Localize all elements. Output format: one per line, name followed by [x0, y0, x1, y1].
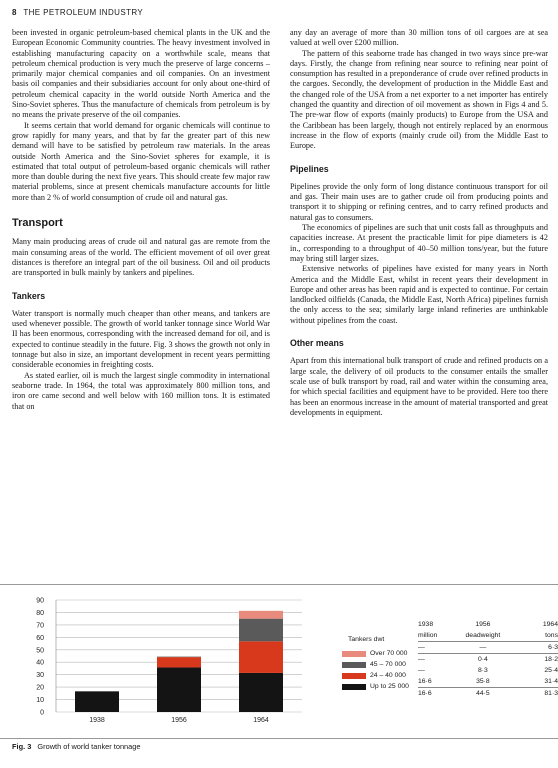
left-column — [12, 28, 270, 412]
table-cell: 31·4 — [544, 678, 558, 685]
table-cell: — — [452, 642, 513, 654]
y-tick-label: 70 — [36, 622, 44, 630]
paragraph: Water transport is normally much cheaper than other means, and tankers are used whenever possible. The growth of world tanker tonnage since World War II has been enormous, corresponding with the increased demand for oil, and is expected to continue steadily in the future. Fig. 3 shows the growth not only in tonnage but also in size, an important development in recent years permitting considerable economies in freighting costs. — [12, 308, 270, 370]
table-unit: deadweight — [452, 630, 513, 642]
table-cell: — — [418, 642, 452, 654]
table-cell: — — [418, 656, 425, 663]
paragraph: been invested in organic petroleum-based chemical plants in the UK and the European Economic Community countries. The heavy investment involved in establishing manufacturing capacity on a worthwhile scale, means that petroleum chemical production is very much the preserve of large concerns – primarily major chemical companies and oil companies. On an investment basis oil companies and their subsidiaries account for only about one-third of petroleum chemical capacity in the world outside North America and the Sino-Soviet spheres. Thus the manufacture of chemicals from petroleum is by no means the private preserve of the oil companies. — [12, 28, 270, 120]
x-tick-label: 1956 — [171, 717, 187, 724]
table-cell: 16·6 — [418, 688, 452, 700]
table-row — [418, 665, 558, 676]
paragraph: It seems certain that world demand for organic chemicals will continue to grow rapidly for many years, and that by far the greater part of this new demand will have to be satisfied by petroleum raw materials. In the areas outside North America and the Sino-Soviet spheres for example, it is estimated that total output of petroleum-based organic chemicals will rather more than double during the next five years. This should create few major raw material problems, since at present chemicals manufacture accounts for little more than 2 % of world consumption of crude oil and natural gas. — [12, 120, 270, 202]
y-tick-label: 10 — [36, 697, 44, 705]
running-title: THE PETROLEUM INDUSTRY — [23, 8, 144, 17]
table-cell: 16·6 — [418, 678, 432, 685]
paragraph: Many main producing areas of crude oil and natural gas are remote from the main consuming areas of the world. The efficient movement of oil over great distances is therefore an integral part of the oil business. Oil and oil products are transported in bulk mainly by tankers and pipelines. — [12, 237, 270, 278]
bar-segment — [239, 619, 283, 642]
bar-segment — [239, 641, 283, 673]
legend-swatch — [342, 673, 366, 679]
tanker-chart — [12, 588, 312, 728]
table-unit: million — [418, 630, 452, 642]
paragraph: Extensive networks of pipelines have existed for many years in North America and the Middle East, whilst in recent years their development in Europe and other areas has been rapid and is expected to continue. For certain landlocked oilfields (Canada, the Middle East, North Africa) pipelines furnish the only access to the sea; similarly large inland refineries are unthinkable without pipelines from the coast. — [290, 264, 548, 325]
legend-label: 45 – 70 000 — [370, 661, 406, 668]
table-row — [418, 676, 558, 688]
y-tick-label: 20 — [36, 684, 44, 692]
legend-swatch — [342, 651, 366, 657]
y-tick-label: 60 — [36, 634, 44, 642]
subsection-heading: Pipelines — [290, 163, 329, 174]
paragraph: Pipelines provide the only form of long distance continuous transport for oil and gas. Their main uses are to gather crude oil from producing points and transport it to shipping or refining centres, and to carry refined products and natural gas to consumers. — [290, 181, 548, 222]
paragraph: any day an average of more than 30 million tons of oil cargoes are at sea valued at well over £200 million. — [290, 28, 548, 48]
paragraph: The pattern of this seaborne trade has changed in two ways since pre-war days. Firstly, the change from refining near source to refining near point of consumption has resulted in a preponderance of crude over refined products in the cargoes. Secondly, the development of production in the Middle East and the changed role of the USA from a net exporter to a net importer has entirely changed the quantity and direction of oil movement as shown in Figs 4 and 5. The pre-war flow of exports (mainly products) to Europe from the USA and the Caribbean has been largely, though not entirely replaced by an enormous increase in the flow of exports (mainly crude oil) from the Middle East to Europe. — [290, 48, 548, 151]
subsection-heading: Tankers — [12, 290, 46, 301]
table-cell: 44·5 — [452, 688, 513, 700]
table-cell: 25·4 — [544, 667, 558, 674]
x-tick-label: 1964 — [253, 717, 269, 724]
page-number: 8 — [12, 8, 17, 17]
figure-caption-text: Growth of world tanker tonnage — [37, 742, 141, 751]
legend-item — [342, 681, 409, 692]
figure-top-rule — [0, 584, 558, 585]
y-tick-label: 40 — [36, 659, 44, 667]
legend-label: Up to 25 000 — [370, 683, 409, 690]
bar-segment — [239, 611, 283, 619]
table-cell: — — [418, 667, 425, 674]
y-tick-label: 50 — [36, 647, 44, 655]
right-column — [290, 28, 548, 418]
table-cell: 35·8 — [476, 678, 490, 685]
paragraph: Apart from this international bulk transport of crude and refined products on a large scale, the delivery of oil products to the consumer entails the smaller scale use of bulk transport by road, rail and water within the consuming area, for which special facilities and equipment have to be provided. Here too there has been an enormous increase in the amount of material transported and great developments in equipment. — [290, 356, 548, 417]
bar-segment — [75, 691, 119, 712]
legend-item — [342, 648, 409, 659]
figure-3 — [12, 588, 558, 738]
legend-swatch — [342, 684, 366, 690]
table-cell: 6·3 — [513, 642, 558, 654]
table-total-row — [418, 688, 558, 700]
section-heading: Transport — [12, 217, 63, 230]
y-tick-label: 80 — [36, 609, 44, 617]
table-cell: 81·3 — [513, 688, 558, 700]
legend-label: Over 70 000 — [370, 650, 408, 657]
table-unit-row — [418, 630, 558, 642]
figure-bottom-rule — [0, 738, 558, 739]
table-year: 1956 — [475, 620, 491, 628]
paragraph: As stated earlier, oil is much the largest single commodity in international seaborne trade. In 1964, the total was approximately 800 million tons, and iron ore came second and well below with 160 million tons. It is estimated that on — [12, 370, 270, 411]
bar-segment — [157, 657, 201, 667]
table-cell: 0·4 — [478, 656, 488, 663]
y-tick-label: 0 — [40, 709, 44, 717]
figure-caption — [12, 742, 141, 751]
table-unit: tons — [513, 630, 558, 642]
table-cell: 18·2 — [544, 656, 558, 663]
table-years-row — [418, 618, 558, 630]
subsection-heading: Other means — [290, 338, 344, 349]
legend-title: Tankers dwt — [348, 636, 385, 643]
chart-legend — [342, 636, 409, 692]
table-year: 1938 — [418, 620, 434, 628]
figure-label: Fig. 3 — [12, 742, 32, 751]
tonnage-table — [418, 618, 558, 699]
legend-label: 24 – 40 000 — [370, 672, 406, 679]
legend-item — [342, 670, 409, 681]
bar-segment — [239, 673, 283, 712]
table-row — [418, 642, 558, 654]
paragraph: The economics of pipelines are such that unit costs fall as throughputs and capacities increase. At present the practicable limit for pipe diameters is 42 in., corresponding to a throughput of 40–50 million tons/year, but the future may bring still larger sizes. — [290, 223, 548, 263]
legend-item — [342, 659, 409, 670]
y-tick-label: 90 — [36, 597, 44, 605]
legend-swatch — [342, 662, 366, 668]
table-cell: 8·3 — [478, 667, 488, 674]
x-tick-label: 1938 — [89, 717, 105, 724]
table-row — [418, 654, 558, 666]
bar-segment — [157, 667, 201, 712]
table-year: 1964 — [542, 620, 558, 628]
running-head — [12, 8, 143, 17]
y-tick-label: 30 — [36, 672, 44, 680]
